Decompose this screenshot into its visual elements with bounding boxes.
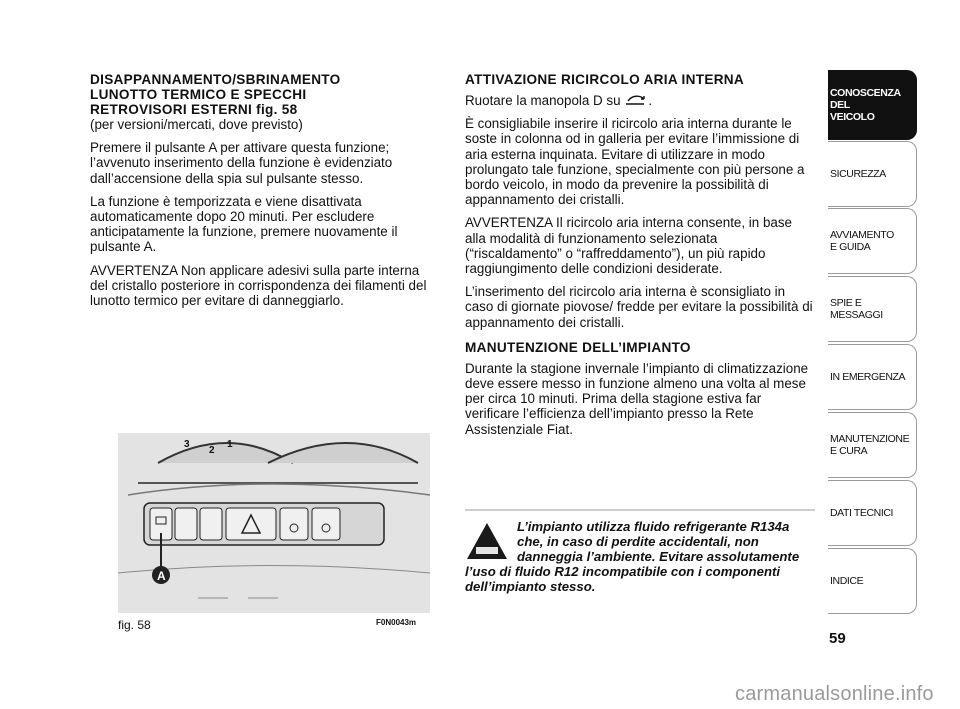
paragraph: Durante la stagione invernale l’impianto di climatizzazione deve essere messo in funzione almeno una volta al mese per circa 10 minuti. Prima della stagione estiva far verificare l’efficienza dell’impianto presso la Rete Assistenziale Fiat. xyxy=(465,360,809,437)
heading-line: DISAPPANNAMENTO/SBRINAMENTO xyxy=(90,72,341,87)
subheading: (per versioni/mercati, dove previsto) xyxy=(90,117,303,132)
sidebar-tab-indice[interactable] xyxy=(828,548,917,614)
paragraph xyxy=(465,93,815,108)
tab-label-line: AVVIAMENTO xyxy=(830,229,894,241)
dial-number: 1 xyxy=(227,439,233,450)
heading-line: RETROVISORI ESTERNI fig. 58 xyxy=(90,102,298,117)
paragraph: AVVERTENZA Il ricircolo aria interna consente, in base alla modalità di funzionamento selezionata (“riscaldamento” o “raffreddamento”), un più rapido raggiungimento delle condizioni desiderate. xyxy=(465,215,792,277)
paragraph: La funzione è temporizzata e viene disattivata automaticamente dopo 20 minuti. Per escludere anticipatamente la funzione, premere nuovamente il pulsante A. xyxy=(90,193,398,255)
callout-label-a: A xyxy=(157,569,166,583)
page-number: 59 xyxy=(829,630,846,647)
tab-label-line: DATI TECNICI xyxy=(830,507,894,519)
dial-number: 2 xyxy=(209,445,215,456)
tab-label-line: DEL xyxy=(830,99,850,111)
paragraph: AVVERTENZA Non applicare adesivi sulla parte interna del cristallo posteriore in corrispondenza dei filamenti del lunotto termico per evitare di danneggiarlo. xyxy=(90,262,427,309)
warning-text: L’impianto utilizza fluido refrigerante R134a che, in caso di perdite accidentali, non danneggia l’ambiente. Evitare assolutamente l’uso di fluido R12 incompatibile con i componenti dell’impianto stesso. xyxy=(465,519,800,594)
left-column xyxy=(90,72,436,316)
warning-triangle-icon xyxy=(465,521,509,561)
sidebar-tab-dati-tecnici[interactable] xyxy=(828,480,917,546)
paragraph-text: Ruotare la manopola D su xyxy=(465,93,621,108)
divider xyxy=(465,509,815,511)
sidebar-tab-conoscenza-veicolo[interactable] xyxy=(828,70,917,140)
warning-note xyxy=(465,519,815,594)
dial-number: 3 xyxy=(184,439,190,450)
tab-label-line: CONOSCENZA xyxy=(830,87,901,99)
tab-label-line: E GUIDA xyxy=(830,241,871,253)
sidebar-tab-avviamento-guida[interactable] xyxy=(828,208,917,274)
section-heading-maintenance: MANUTENZIONE DELL’IMPIANTO xyxy=(465,339,691,355)
section-heading-defrost xyxy=(90,72,436,117)
watermark: carmanualsonline.info xyxy=(735,683,934,705)
figure-dashboard-buttons xyxy=(118,433,430,613)
tab-label-line: VEICOLO xyxy=(830,111,875,123)
section-heading-recirculation: ATTIVAZIONE RICIRCOLO ARIA INTERNA xyxy=(465,72,745,87)
figure-code: F0N0043m xyxy=(376,618,417,627)
tab-label-line: MANUTENZIONE xyxy=(830,433,910,445)
right-column xyxy=(465,72,815,445)
heading-line: LUNOTTO TERMICO E SPECCHI xyxy=(90,87,307,102)
tab-label-line: IN EMERGENZA xyxy=(830,371,906,383)
paragraph: È consigliabile inserire il ricircolo aria interna durante le soste in colonna od in galleria per evitare l’immissione di aria esterna inquinata. Evitare di utilizzare in modo prolungato tale funzione, specialmente con più persone a bordo veicolo, in modo da prevenire la possibilità di appannamento dei cristalli. xyxy=(465,116,805,208)
sidebar-tab-in-emergenza[interactable] xyxy=(828,344,917,410)
paragraph-text: . xyxy=(648,93,653,108)
tab-label-line: E CURA xyxy=(830,445,868,457)
paragraph: Premere il pulsante A per attivare questa funzione; l’avvenuto inserimento della funzione è evidenziato dall’accensione della spia sul pulsante stesso. xyxy=(90,140,393,186)
sidebar-tab-sicurezza[interactable] xyxy=(828,141,917,207)
tab-label-line: MESSAGGI xyxy=(830,309,883,321)
tab-label-line: SPIE E xyxy=(830,297,862,309)
dashboard-illustration xyxy=(118,433,430,613)
tab-label-line: INDICE xyxy=(830,575,864,587)
sidebar-tab-spie-messaggi[interactable] xyxy=(828,276,917,342)
paragraph: L’inserimento del ricircolo aria interna è sconsigliato in caso di giornate piovose/ fredde per evitare la possibilità di appannamento dei cristalli. xyxy=(465,284,813,330)
section-sidebar xyxy=(828,0,960,709)
tab-label-line: SICUREZZA xyxy=(830,168,886,180)
sidebar-tab-manutenzione-cura[interactable] xyxy=(828,412,917,478)
figure-caption: fig. 58 xyxy=(118,618,151,632)
recirculation-icon xyxy=(624,93,648,107)
